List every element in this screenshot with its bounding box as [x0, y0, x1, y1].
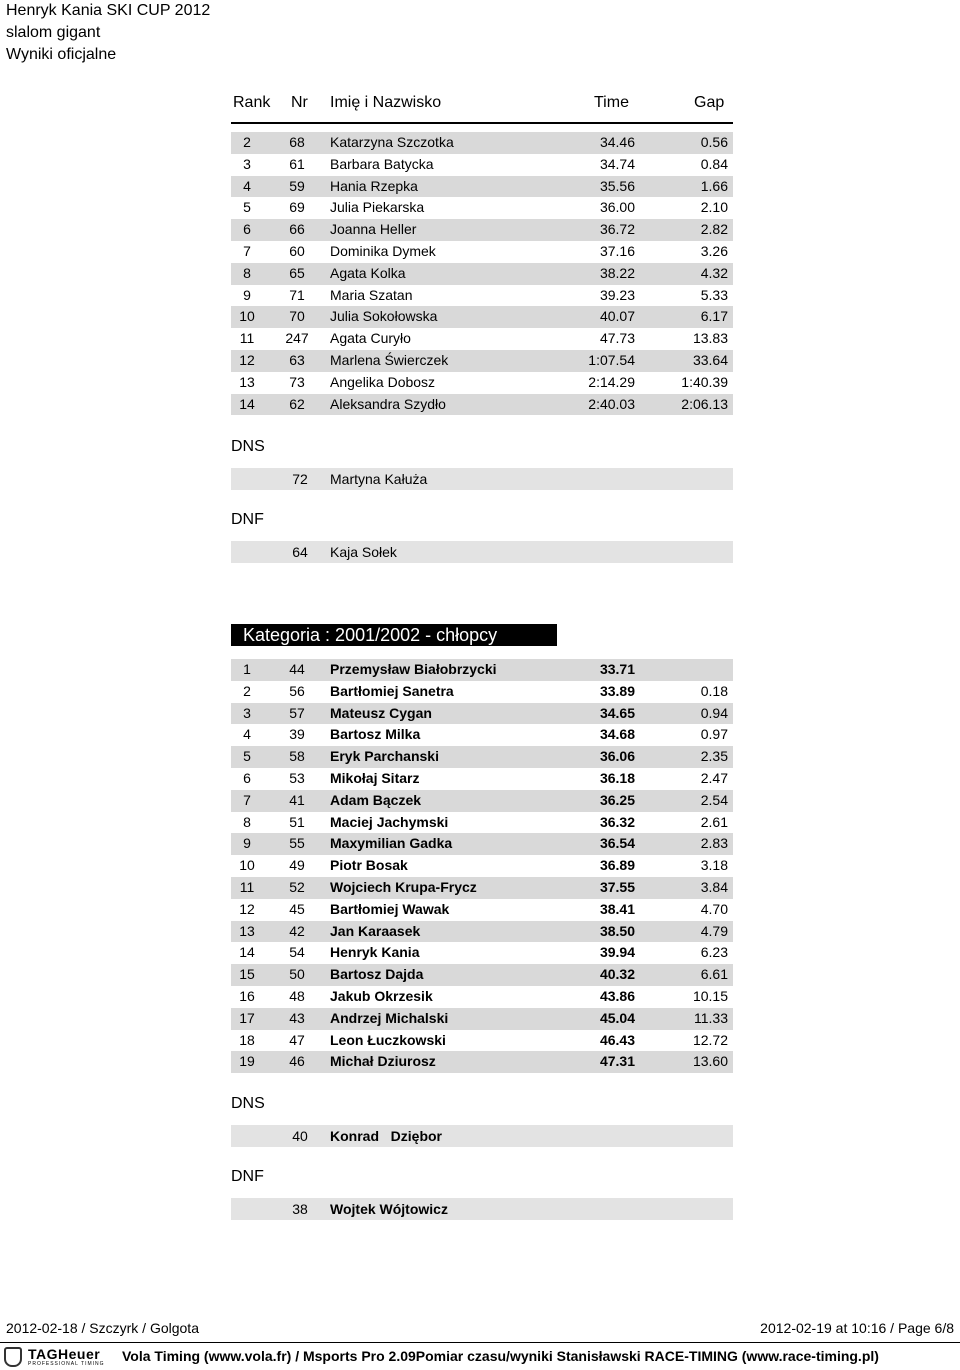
rank-cell: 15: [239, 966, 255, 983]
bib-cell: 49: [289, 857, 305, 874]
rank-cell: 3: [243, 704, 251, 721]
gap-cell: 6.23: [700, 944, 728, 961]
header-rule: [231, 122, 733, 124]
table-row: [231, 328, 733, 350]
table-row: [231, 964, 733, 986]
table-row: [231, 855, 733, 877]
bib-cell: 73: [289, 373, 305, 390]
name-cell: Wojciech Krupa-Frycz: [330, 878, 477, 895]
time-cell: 2:14.29: [588, 373, 635, 390]
name-cell: Piotr Bosak: [330, 857, 408, 874]
bib-cell: 51: [289, 813, 305, 830]
time-cell: 1:07.54: [588, 351, 635, 368]
rank-cell: 10: [239, 308, 255, 325]
rank-cell: 11: [239, 878, 255, 895]
time-cell: 2:40.03: [588, 395, 635, 412]
bib-cell: 59: [289, 177, 305, 194]
name-cell: Jan Karaasek: [330, 922, 421, 939]
time-cell: 33.89: [599, 682, 635, 699]
name-cell: Henryk Kania: [330, 944, 420, 961]
table-row: [231, 790, 733, 812]
bib-cell: 53: [289, 769, 305, 786]
rank-cell: 7: [243, 791, 251, 808]
table-row: [231, 394, 733, 416]
bib-cell: 60: [289, 242, 305, 259]
bib-cell: 58: [289, 748, 305, 765]
bib-cell: 48: [289, 987, 305, 1004]
footer-date-venue: 2012-02-18 / Szczyrk / Golgota: [6, 1320, 199, 1336]
bib-cell: 66: [289, 221, 305, 238]
gap-cell: 33.64: [692, 351, 728, 368]
gap-cell: 4.70: [700, 900, 728, 917]
bib-cell: 50: [289, 966, 305, 983]
time-cell: 34.68: [599, 726, 635, 743]
rank-cell: 13: [239, 922, 255, 939]
timing-credit: Vola Timing (www.vola.fr) / Msports Pro 2.09Pomiar czasu/wyniki Stanisławski RACE-TIMING (www.race-timing.pl): [122, 1348, 879, 1364]
time-cell: 36.89: [599, 857, 635, 874]
gap-cell: 3.18: [700, 857, 728, 874]
category-title: Kategoria : 2001/2002 - chłopcy: [231, 624, 557, 646]
rank-cell: 6: [243, 221, 251, 238]
boys-dnf-row: [231, 1198, 733, 1220]
gap-cell: 6.17: [700, 308, 728, 325]
time-cell: 38.41: [599, 900, 635, 917]
name-cell: Bartosz Milka: [330, 726, 421, 743]
name-cell: Maciej Jachymski: [330, 813, 449, 830]
bib-cell: 55: [289, 835, 305, 852]
time-cell: 40.07: [599, 308, 635, 325]
rank-cell: 2: [243, 134, 251, 150]
gap-cell: 0.84: [700, 155, 728, 172]
name-cell: Agata Kolka: [330, 264, 406, 281]
table-row: [231, 877, 733, 899]
shield-icon: [4, 1347, 22, 1367]
girls-dnf-label: DNF: [231, 511, 264, 528]
time-cell: 39.94: [599, 944, 635, 961]
bib-cell: 65: [289, 264, 305, 281]
time-cell: 36.54: [599, 835, 635, 852]
bib-cell: 47: [289, 1031, 305, 1048]
gap-cell: 1.66: [700, 177, 728, 194]
rank-cell: 12: [239, 900, 255, 917]
table-row: [231, 219, 733, 241]
boys-dnf-label: DNF: [231, 1168, 264, 1185]
gap-cell: 3.26: [700, 242, 728, 259]
bib-cell: 42: [289, 922, 305, 939]
table-row: [231, 176, 733, 198]
rank-cell: 1: [243, 661, 251, 677]
gap-cell: 0.94: [700, 704, 728, 721]
rank-cell: 5: [243, 748, 251, 765]
bib-cell: 56: [289, 682, 305, 699]
time-cell: 47.73: [599, 330, 635, 347]
time-cell: 33.71: [599, 661, 635, 677]
bib-cell: 63: [289, 351, 305, 368]
table-row: [231, 1051, 733, 1073]
event-title: Henryk Kania SKI CUP 2012: [6, 2, 211, 19]
table-row: [231, 306, 733, 328]
bib-cell: 61: [289, 155, 305, 172]
bib-cell: 69: [289, 199, 305, 216]
time-cell: 36.18: [599, 769, 635, 786]
name-cell: Maxymilian Gadka: [330, 835, 453, 852]
name-cell: Przemysław Białobrzycki: [330, 661, 497, 677]
table-row: [231, 746, 733, 768]
gap-cell: 0.18: [700, 682, 728, 699]
name-cell: Joanna Heller: [330, 221, 417, 238]
name-cell: Angelika Dobosz: [330, 373, 436, 390]
rank-cell: 18: [239, 1031, 255, 1048]
gap-cell: 1:40.39: [681, 373, 728, 390]
name-cell: Eryk Parchanski: [330, 748, 439, 765]
gap-cell: 0.97: [700, 726, 728, 743]
table-row: [231, 154, 733, 176]
gap-cell: 10.15: [692, 987, 728, 1004]
gap-cell: 4.32: [700, 264, 728, 281]
name-cell: Agata Curyło: [330, 330, 411, 347]
time-cell: 34.65: [599, 704, 635, 721]
footer-page-info: 2012-02-19 at 10:16 / Page 6/8: [760, 1320, 954, 1336]
name-cell: Aleksandra Szydło: [330, 395, 446, 412]
name-cell: Hania Rzepka: [330, 177, 418, 194]
name-cell: Leon Łuczkowski: [330, 1031, 446, 1048]
rank-cell: 4: [243, 177, 251, 194]
rank-cell: 16: [239, 987, 255, 1004]
time-cell: 34.74: [599, 155, 635, 172]
rank-cell: 8: [243, 813, 251, 830]
name-cell: Bartłomiej Wawak: [330, 900, 450, 917]
time-cell: 38.22: [599, 264, 635, 281]
boys-results-table: [231, 659, 733, 1073]
name-cell: Adam Bączek: [330, 791, 422, 808]
time-cell: 47.31: [599, 1053, 635, 1070]
name-cell: Dominika Dymek: [330, 242, 436, 259]
dnf-name: Wojtek Wójtowicz: [330, 1201, 448, 1217]
bib-cell: 45: [289, 900, 305, 917]
bib-cell: 62: [289, 395, 305, 412]
table-row: [231, 921, 733, 943]
rank-cell: 10: [239, 857, 255, 874]
name-cell: Jakub Okrzesik: [330, 987, 433, 1004]
rank-cell: 5: [243, 199, 251, 216]
name-cell: Barbara Batycka: [330, 155, 434, 172]
bib-cell: 68: [289, 134, 305, 150]
name-cell: Mateusz Cygan: [330, 704, 432, 721]
column-headers: [231, 94, 733, 118]
table-row: [231, 659, 733, 681]
table-row: [231, 833, 733, 855]
dns-nr: 72: [292, 471, 308, 487]
girls-dns-row: [231, 468, 733, 490]
report-header: [6, 0, 210, 66]
name-cell: Bartłomiej Sanetra: [330, 682, 454, 699]
time-cell: 40.32: [599, 966, 635, 983]
time-cell: 43.86: [599, 987, 635, 1004]
time-cell: 36.25: [599, 791, 635, 808]
bib-cell: 39: [289, 726, 305, 743]
name-cell: Katarzyna Szczotka: [330, 134, 454, 150]
gap-cell: 3.84: [700, 878, 728, 895]
table-row: [231, 197, 733, 219]
time-cell: 37.55: [599, 878, 635, 895]
girls-dnf-row: [231, 541, 733, 563]
dnf-nr: 64: [292, 544, 308, 560]
time-cell: 45.04: [599, 1009, 635, 1026]
name-cell: Julia Sokołowska: [330, 308, 438, 325]
bib-cell: 71: [289, 286, 305, 303]
gap-cell: 4.79: [700, 922, 728, 939]
bib-cell: 44: [289, 661, 305, 677]
gap-cell: 2.83: [700, 835, 728, 852]
gap-cell: 2.35: [700, 748, 728, 765]
rank-cell: 3: [243, 155, 251, 172]
name-cell: Marlena Świerczek: [330, 351, 449, 368]
time-cell: 37.16: [599, 242, 635, 259]
name-cell: Bartosz Dajda: [330, 966, 424, 983]
bib-cell: 57: [289, 704, 305, 721]
bib-cell: 70: [289, 308, 305, 325]
table-row: [231, 986, 733, 1008]
table-row: [231, 812, 733, 834]
rank-cell: 6: [243, 769, 251, 786]
gap-cell: 0.56: [700, 134, 728, 150]
rank-cell: 14: [239, 395, 255, 412]
status-title: Wyniki oficjalne: [6, 46, 117, 63]
boys-dns-row: [231, 1125, 733, 1147]
rank-cell: 11: [239, 330, 255, 347]
dnf-nr: 38: [292, 1201, 308, 1217]
time-cell: 39.23: [599, 286, 635, 303]
boys-dns-label: DNS: [231, 1095, 265, 1112]
table-row: [231, 724, 733, 746]
gap-cell: 12.72: [692, 1031, 728, 1048]
rank-cell: 7: [243, 242, 251, 259]
gap-cell: 2.10: [700, 199, 728, 216]
dnf-name: Kaja Sołek: [330, 544, 397, 560]
table-row: [231, 942, 733, 964]
dns-nr: 40: [292, 1128, 308, 1144]
dns-name: Konrad Dziębor: [330, 1128, 443, 1144]
time-cell: 46.43: [599, 1031, 635, 1048]
col-name-header: Imię i Nazwisko: [330, 94, 442, 111]
col-rank-header: Rank: [233, 94, 271, 111]
table-row: [231, 681, 733, 703]
gap-cell: 11.33: [694, 1009, 728, 1026]
gap-cell: 13.60: [692, 1053, 728, 1070]
gap-cell: 2.61: [700, 813, 728, 830]
gap-cell: 2.54: [700, 791, 728, 808]
rank-cell: 9: [243, 835, 251, 852]
col-time-header: Time: [594, 94, 629, 111]
gap-cell: 6.61: [700, 966, 728, 983]
table-row: [231, 241, 733, 263]
table-row: [231, 768, 733, 790]
footer-rule: [0, 1342, 960, 1343]
table-row: [231, 1030, 733, 1052]
rank-cell: 17: [239, 1009, 255, 1026]
bib-cell: 43: [289, 1009, 305, 1026]
table-row: [231, 703, 733, 725]
bib-cell: 247: [285, 330, 309, 347]
discipline-title: slalom gigant: [6, 24, 101, 41]
gap-cell: 13.83: [692, 330, 728, 347]
gap-cell: 2:06.13: [681, 395, 728, 412]
time-cell: 36.06: [599, 748, 635, 765]
col-nr-header: Nr: [291, 94, 308, 111]
table-row: [231, 263, 733, 285]
name-cell: Maria Szatan: [330, 286, 413, 303]
gap-cell: 5.33: [700, 286, 728, 303]
dns-name: Martyna Kałuża: [330, 471, 428, 487]
time-cell: 36.72: [599, 221, 635, 238]
table-row: [231, 285, 733, 307]
logo-sub: PROFESSIONAL TIMING: [28, 1361, 105, 1367]
col-gap-header: Gap: [694, 94, 725, 111]
time-cell: 35.56: [599, 177, 635, 194]
table-row: [231, 372, 733, 394]
gap-cell: 2.82: [700, 221, 728, 238]
bib-cell: 52: [289, 878, 305, 895]
rank-cell: 13: [239, 373, 255, 390]
rank-cell: 19: [239, 1053, 255, 1070]
girls-results-table: [231, 132, 733, 415]
rank-cell: 9: [243, 286, 251, 303]
rank-cell: 2: [243, 682, 251, 699]
time-cell: 34.46: [599, 134, 635, 150]
table-row: [231, 1008, 733, 1030]
rank-cell: 14: [239, 944, 255, 961]
time-cell: 36.32: [599, 813, 635, 830]
table-row: [231, 899, 733, 921]
bib-cell: 46: [289, 1053, 305, 1070]
table-row: [231, 132, 733, 154]
bib-cell: 41: [289, 791, 305, 808]
name-cell: Michał Dziurosz: [330, 1053, 436, 1070]
rank-cell: 4: [243, 726, 251, 743]
table-row: [231, 350, 733, 372]
time-cell: 36.00: [599, 199, 635, 216]
name-cell: Andrzej Michalski: [330, 1009, 449, 1026]
tagheuer-logo: [4, 1346, 116, 1368]
name-cell: Mikołaj Sitarz: [330, 769, 420, 786]
bib-cell: 54: [289, 944, 305, 961]
gap-cell: 2.47: [700, 769, 728, 786]
time-cell: 38.50: [599, 922, 635, 939]
logo-brand: TAGHeuer: [28, 1346, 101, 1362]
rank-cell: 12: [239, 351, 255, 368]
rank-cell: 8: [243, 264, 251, 281]
name-cell: Julia Piekarska: [330, 199, 425, 216]
girls-dns-label: DNS: [231, 438, 265, 455]
